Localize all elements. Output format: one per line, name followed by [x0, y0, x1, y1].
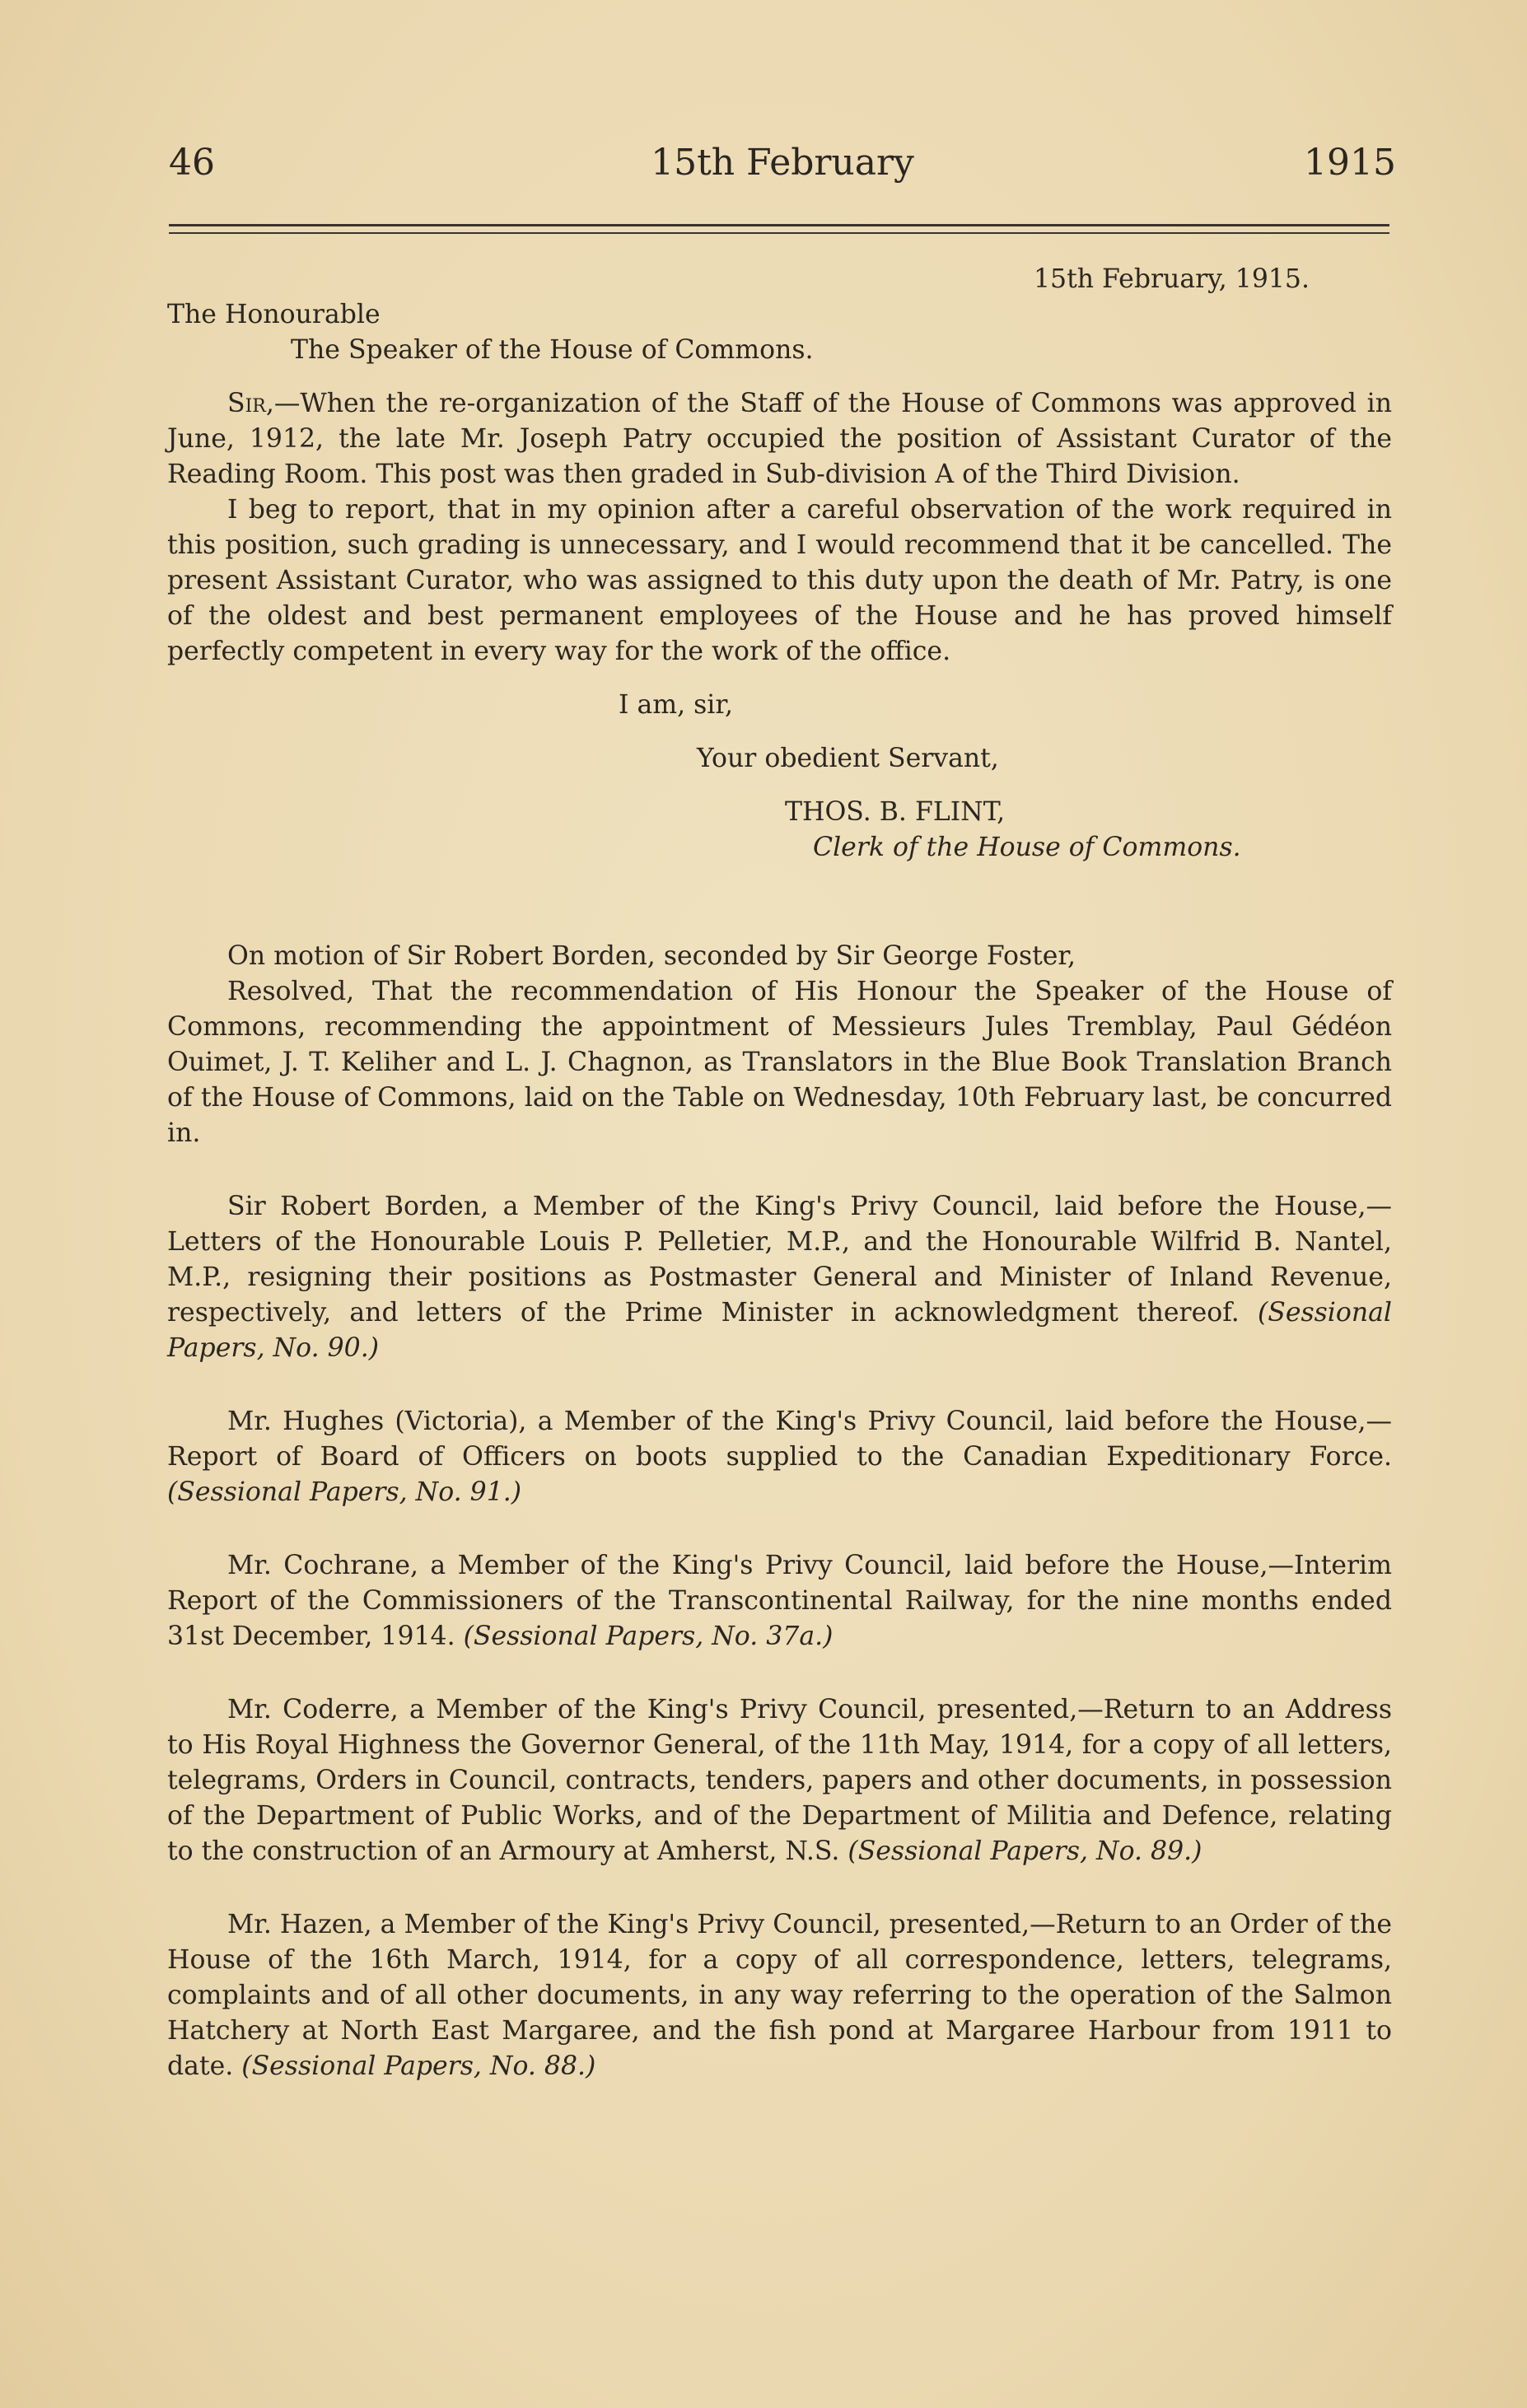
sessional-paper-ref: (Sessional Papers, No. 88.) [241, 2051, 596, 2081]
header-date: 15th February [651, 142, 914, 184]
running-header [169, 142, 1396, 191]
page-number: 46 [169, 142, 215, 184]
addressee-line-1: The Honourable [167, 300, 381, 329]
addressee-line-2: The Speaker of the House of Commons. [291, 335, 814, 365]
closing-line: I am, sir, [619, 690, 733, 720]
closing-servant: Your obedient Servant, [697, 744, 999, 773]
header-rule-thick [169, 224, 1389, 226]
letter [167, 262, 1392, 866]
paper-entry: Mr. Coderre, a Member of the King's Privy Council, presented,—Return to an Address to His Royal Highness the Governor General, of the 11th May, 1914, for a copy of all letters, telegrams, Orders in Council, contracts, tenders, papers and other documents, in possession of the Department of Public Works, and of the Department of Militia and Defence, relating to the construction of an Armoury at Amherst, N.S. (Sessional Papers, No. 89.) [167, 1695, 1392, 1866]
header-rule-thin [169, 232, 1389, 234]
signature: THOS. B. FLINT, [785, 797, 1006, 827]
motion [167, 939, 1392, 1151]
sessional-paper-ref: (Sessional Papers, No. 91.) [167, 1477, 522, 1507]
paper-entry: Mr. Hazen, a Member of the King's Privy Council, presented,—Return to an Order of the House of the 16th March, 1914, for a copy of all correspondence, letters, telegrams, complaints and of all other documents, in any way referring to the operation of the Salmon Hatchery at North East Margaree, and the fish pond at Margaree Harbour from 1911 to date. (Sessional Papers, No. 88.) [167, 1910, 1392, 2081]
sessional-paper-ref: (Sessional Papers, No. 90.) [167, 1298, 1392, 1363]
paper-entry: Mr. Cochrane, a Member of the King's Privy Council, laid before the House,—Interim Report of the Commissioners of the Transcontinental Railway, for the nine months ended 31st December, 1914. (Sessional Papers, No. 37a.) [167, 1551, 1392, 1651]
motion-resolved: Resolved, That the recommendation of His Honour the Speaker of the House of Commons, recommending the appointment of Messieurs Jules Tremblay, Paul Gédéon Ouimet, J. T. Keliher and L. J. Chagnon, as Translators in the Blue Book Translation Branch of the House of Commons, laid on the Table on Wednesday, 10th February last, be concurred in. [167, 977, 1392, 1148]
letter-date: 15th February, 1915. [1034, 264, 1310, 294]
paper-entry: Mr. Hughes (Victoria), a Member of the King's Privy Council, laid before the House,—Report of Board of Officers on boots supplied to the Canadian Expeditionary Force. (Sessional Papers, No. 91.) [167, 1407, 1392, 1507]
sessional-paper-ref: (Sessional Papers, No. 89.) [848, 1836, 1202, 1866]
signature-title: Clerk of the House of Commons. [813, 833, 1241, 862]
salutation: Sir, [227, 389, 274, 418]
header-year: 1915 [1304, 142, 1396, 184]
paper-entry: Sir Robert Borden, a Member of the King's Privy Council, laid before the House,—Letters of the Honourable Louis P. Pelletier, M.P., and the Honourable Wilfrid B. Nantel, M.P., resigning their positions as Postmaster General and Minister of Inland Revenue, respectively, and letters of the Prime Minister in acknowledgment thereof. (Sessional Papers, No. 90.) [167, 1192, 1392, 1363]
page-body [167, 262, 1392, 2084]
sessional-paper-ref: (Sessional Papers, No. 37a.) [463, 1622, 834, 1651]
motion-line: On motion of Sir Robert Borden, seconded by Sir George Foster, [227, 941, 1076, 971]
letter-paragraph-2: I beg to report, that in my opinion after a careful observation of the work required in this position, such grading is unnecessary, and I would recommend that it be cancelled. The present Assistant Curator, who was assigned to this duty upon the death of Mr. Patry, is one of the oldest and best permanent employees of the House and he has proved himself perfectly competent in every way for the work of the office. [167, 495, 1392, 666]
letter-paragraph-1: Sir,—When the re-organization of the Staff of the House of Commons was approved in June, 1912, the late Mr. Joseph Patry occupied the position of Assistant Curator of the Reading Room. This post was then graded in Sub-division A of the Third Division. [167, 389, 1392, 489]
